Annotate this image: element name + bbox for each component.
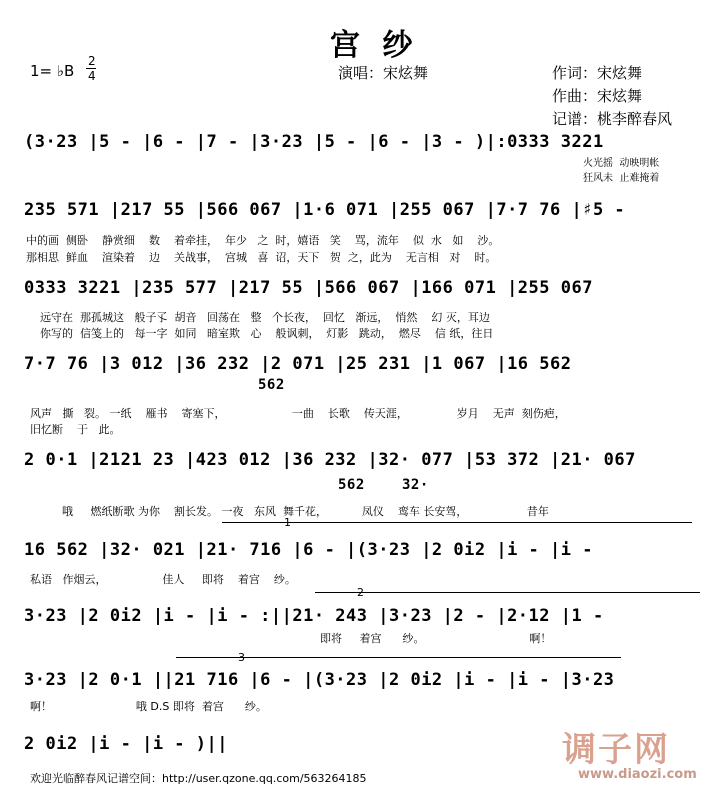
score-line-3: 0333 3221 |235 577 |217 55 |566 067 |166 071 |255 067 <box>24 278 593 298</box>
time-signature-top: 2 <box>88 54 96 68</box>
lyric-line-4a: 风声 撕 裂。 一纸 雁书 寄塞下， 一曲 长歌 传天涯， 岁月 无声 刻伤疤， <box>30 407 566 420</box>
lyric-line-1a: 火光摇 动映明帐 <box>583 158 660 169</box>
volta-number-1: 1 <box>284 516 291 529</box>
score-line-4: 7·7 76 |3 012 |36 232 |2 071 |25 231 |1 067 |16 562 <box>24 354 572 374</box>
watermark-url: www.diaozi.com <box>578 767 697 782</box>
score-line-7: 3·23 |2 0i2 |i - |i - :||21· 243 |3·23 |2 - |2·12 |1 - <box>24 606 604 626</box>
score-line-2: 235 571 |217 55 |566 067 |1·6 071 |255 067 |7·7 76 |♯5 - <box>24 200 626 220</box>
lyric-line-2a: 中的画 侧卧 静赏细 数 着牵挂， 年少 之 时，嬉语 笑 骂，流年 似 水 如 沙。 <box>26 234 500 247</box>
lyric-line-5: 哦 燃纸断歌 为你 割长发。 一夜 东风 舞千花， 凤仪 鸾车 长安驾， 昔年 <box>62 505 549 518</box>
footer-link[interactable]: 欢迎光临醉春风记谱空间：http://user.qzone.qq.com/563264185 <box>30 772 367 785</box>
watermark-logo: 调子网 <box>562 730 670 770</box>
lyric-line-3b: 你写的 信笺上的 每一字 如同 暗室欺 心 般讽刺， 灯影 跳动， 燃尽 信 纸，往日 <box>40 327 494 340</box>
lyric-line-7: 即将 着宫 纱。 啊！ <box>320 632 552 645</box>
ossia-notes-5a: 562 <box>338 477 365 493</box>
ossia-notes-4: 562 <box>258 377 285 393</box>
lyricist-credit: 作词：宋炫舞 <box>552 64 643 82</box>
lyric-line-1b: 狂风未 止难掩着 <box>583 173 660 184</box>
key-signature: 1= ♭B <box>30 62 75 80</box>
lyric-line-8: 啊！ 哦 D.S 即将 着宫 纱。 <box>30 700 267 713</box>
score-line-9: 2 0i2 |i - |i - )|| <box>24 734 228 754</box>
volta-bracket-2 <box>315 592 700 593</box>
ossia-notes-5b: 32· <box>402 477 429 493</box>
time-signature-bottom: 4 <box>88 69 96 83</box>
score-line-8: 3·23 |2 0·1 ||21 716 |6 - |(3·23 |2 0i2 |i - |i - |3·23 <box>24 670 615 690</box>
transcriber-credit: 记谱：桃李醉春风 <box>552 110 673 128</box>
lyric-line-2b: 那相思 鲜血 渲染着 边 关战事， 宫城 喜 诏，天下 贺 之，此为 无言相 对 时。 <box>26 251 497 264</box>
song-title: 宫 纱 <box>330 28 419 63</box>
lyric-line-4b: 旧忆断 于 此。 <box>30 423 121 436</box>
singer-credit: 演唱：宋炫舞 <box>338 64 429 82</box>
lyric-line-3a: 远守在 那孤城这 般子孓 胡音 回荡在 整 个长夜， 回忆 渐远， 悄然 幻 灭，耳边 <box>40 311 490 324</box>
volta-number-2: 2 <box>357 586 364 599</box>
score-line-6: 16 562 |32· 021 |21· 716 |6 - |(3·23 |2 0i2 |i - |i - <box>24 540 593 560</box>
lyric-line-6: 私语 作烟云， 佳人 即将 着宫 纱。 <box>30 573 296 586</box>
volta-bracket-1 <box>222 522 692 523</box>
score-line-5: 2 0·1 |2121 23 |423 012 |36 232 |32· 077 |53 372 |21· 067 <box>24 450 636 470</box>
score-line-1: (3·23 |5 - |6 - |7 - |3·23 |5 - |6 - |3 - )|:0333 3221 <box>24 132 604 152</box>
volta-number-3: 3 <box>238 651 245 664</box>
composer-credit: 作曲：宋炫舞 <box>552 87 643 105</box>
